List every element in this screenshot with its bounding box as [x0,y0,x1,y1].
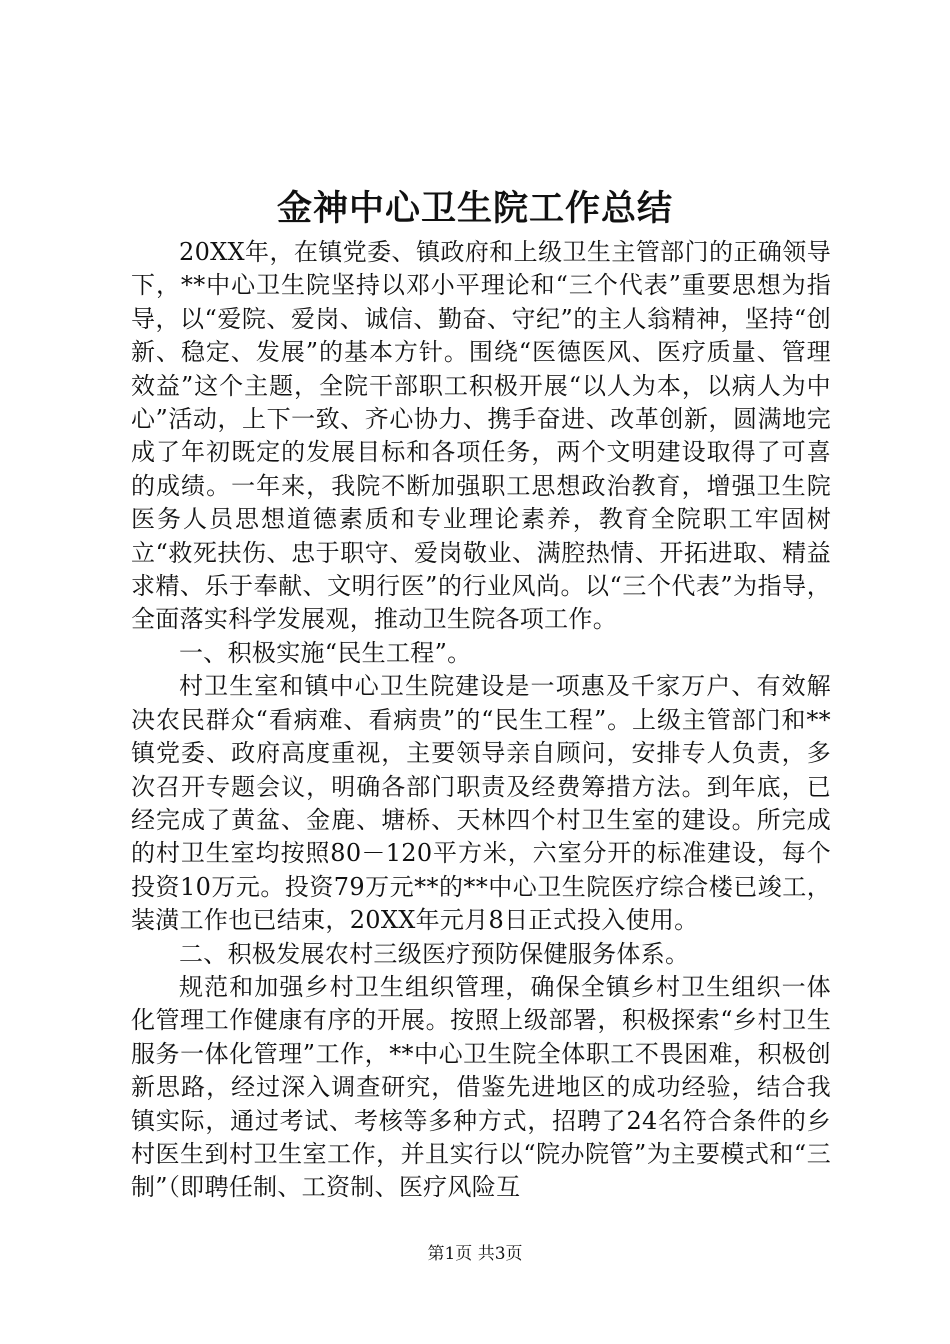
document-body [131,236,831,1205]
page-number-footer: 第1页 共3页 [427,1244,523,1264]
paragraph-section-2: 规范和加强乡村卫生组织管理，确保全镇乡村卫生组织一体化管理工作健康有序的开展。按照上级部署，积极探索“乡村卫生服务一体化管理”工作，**中心卫生院全体职工不畏困难，积极创新思路，经过深入调查研究，借鉴先进地区的成功经验，结合我镇实际，通过考试、考核等多种方式，招聘了24名符合条件的乡村医生到村卫生室工作，并且实行以“院办院管”为主要模式和“三制”（即聘任制、工资制、医疗风险互 [131,972,831,1202]
document-title: 金神中心卫生院工作总结 [276,188,673,229]
paragraph-intro: 20XX年，在镇党委、镇政府和上级卫生主管部门的正确领导下，**中心卫生院坚持以邓小平理论和“三个代表”重要思想为指导，以“爱院、爱岗、诚信、勤奋、守纪”的主人翁精神，坚持“创新、稳定、发展”的基本方针。围绕“医德医风、医疗质量、管理效益”这个主题，全院干部职工积极开展“以人为本，以病人为中心”活动，上下一致、齐心协力、携手奋进、改革创新，圆满地完成了年初既定的发展目标和各项任务，两个文明建设取得了可喜的成绩。一年来，我院不断加强职工思想政治教育，增强卫生院医务人员思想道德素质和专业理论素养，教育全院职工牢固树立“救死扶伤、忠于职守、爱岗敬业、满腔热情、开拓进取、精益求精、乐于奉献、文明行医”的行业风尚。以“三个代表”为指导，全面落实科学发展观，推动卫生院各项工作。 [131,238,831,634]
paragraph-section-1: 村卫生室和镇中心卫生院建设是一项惠及千家万户、有效解决农民群众“看病难、看病贵”的“民生工程”。上级主管部门和**镇党委、政府高度重视，主要领导亲自顾问，安排专人负责，多次召开专题会议，明确各部门职责及经费筹措方法。到年底，已经完成了黄盆、金鹿、塘桥、天林四个村卫生室的建设。所完成的村卫生室均按照80－120平方米，六室分开的标准建设，每个投资10万元。投资79万元**的**中心卫生院医疗综合楼已竣工，装潢工作也已结束，20XX年元月8日正式投入使用。 [131,672,831,935]
section-heading-1: 一、积极实施“民生工程”。 [179,638,472,667]
section-heading-2: 二、积极发展农村三级医疗预防保健服务体系。 [179,939,690,968]
